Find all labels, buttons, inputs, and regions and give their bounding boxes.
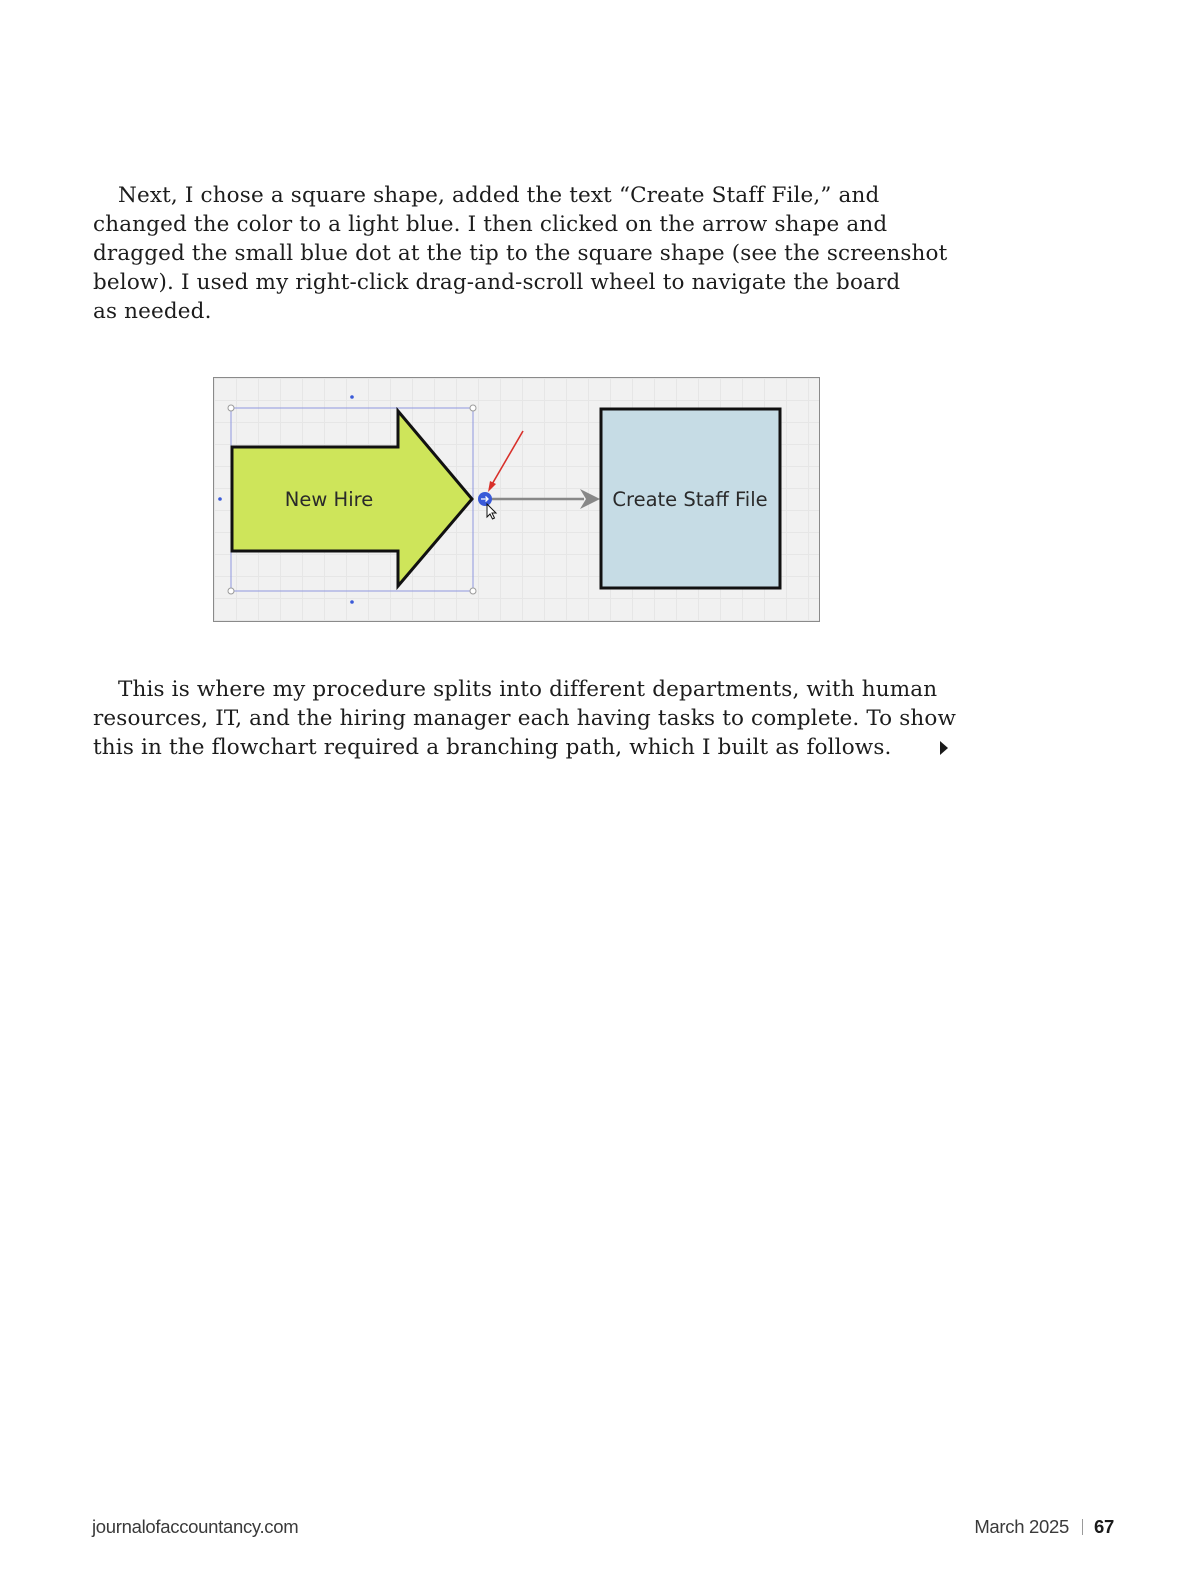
paragraph-line: this in the flowchart required a branching path, which I built as follows. (93, 735, 892, 760)
annotation-arrowhead (488, 481, 496, 492)
footer-website: journalofaccountancy.com (92, 1516, 299, 1537)
footer-issue-info (974, 1516, 1114, 1538)
continued-triangle-icon (940, 741, 948, 755)
paragraph-line: below). I used my right-click drag-and-scroll wheel to navigate the board (93, 270, 901, 295)
selection-handle (228, 405, 234, 411)
issue-date: March 2025 (974, 1516, 1070, 1537)
paragraph-line: This is where my procedure splits into different departments, with human (118, 677, 938, 702)
annotation-arrow-line (491, 431, 523, 486)
footer-divider (1082, 1519, 1083, 1535)
paragraph-line: as needed. (93, 299, 212, 324)
body-paragraph-2 (93, 675, 957, 762)
paragraph-line: dragged the small blue dot at the tip to the square shape (see the screenshot (93, 241, 948, 266)
selection-handle (470, 405, 476, 411)
paragraph-line: resources, IT, and the hiring manager each having tasks to complete. To show (93, 706, 957, 731)
mouse-cursor-icon (487, 504, 496, 519)
flowchart-screenshot-figure (213, 377, 820, 622)
selection-midpoint-dot (218, 497, 222, 501)
body-paragraph-1 (93, 181, 953, 326)
create-staff-file-label: Create Staff File (612, 488, 768, 511)
paragraph-line: Next, I chose a square shape, added the text “Create Staff File,” and (118, 183, 880, 208)
paragraph-line: changed the color to a light blue. I then clicked on the arrow shape and (93, 212, 888, 237)
selection-handle (470, 588, 476, 594)
selection-handle (228, 588, 234, 594)
new-hire-label: New Hire (284, 488, 374, 511)
selection-midpoint-dot (350, 395, 354, 399)
flowchart-canvas (214, 378, 819, 621)
page-number: 67 (1094, 1516, 1114, 1537)
selection-midpoint-dot (350, 600, 354, 604)
